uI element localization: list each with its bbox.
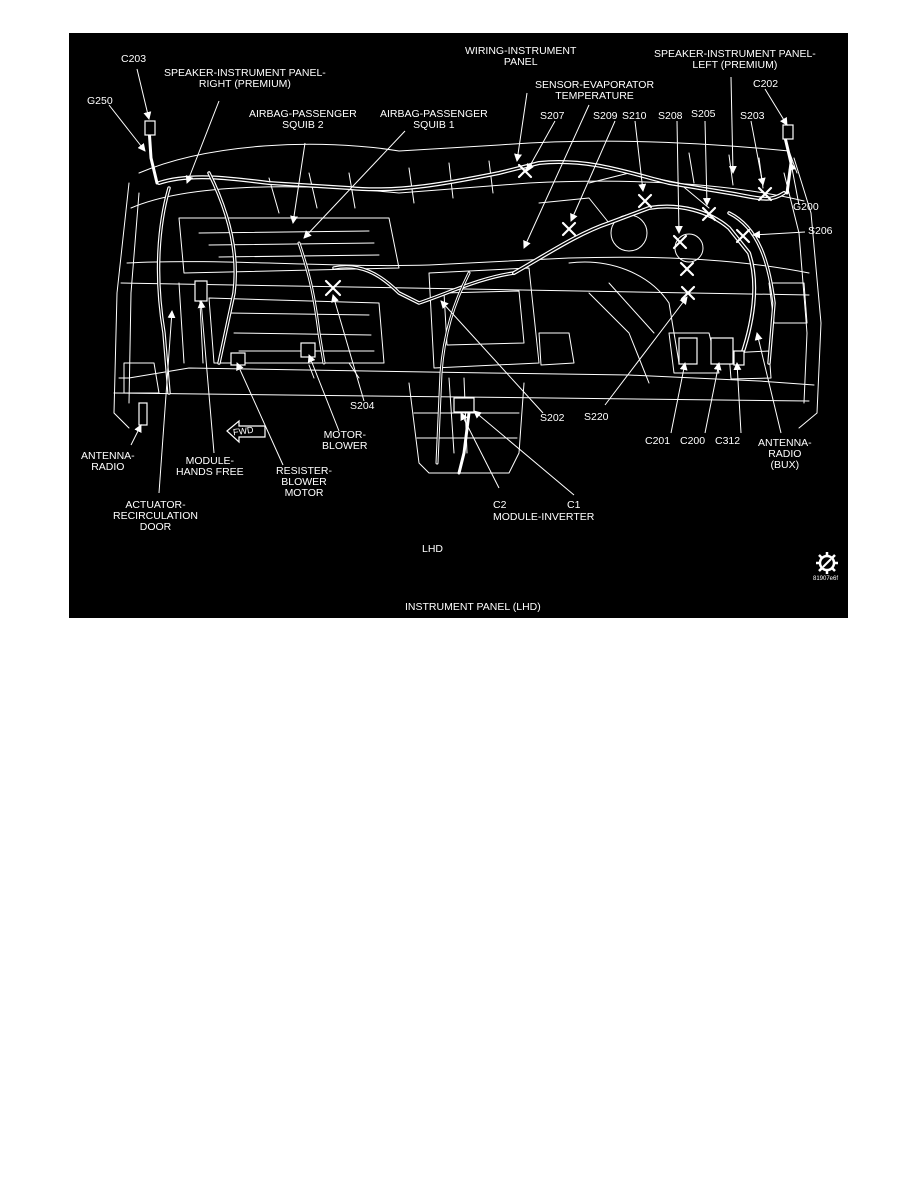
figure-caption: INSTRUMENT PANEL (LHD): [405, 601, 541, 613]
label-speaker-instrument-panel-left: SPEAKER-INSTRUMENT PANEL- LEFT (PREMIUM): [654, 48, 816, 71]
label-s203: S203: [740, 110, 765, 122]
label-s206: S206: [808, 225, 833, 237]
label-g200: G200: [793, 201, 819, 213]
label-s210: S210: [622, 110, 647, 122]
label-s204: S204: [350, 400, 375, 412]
label-c201: C201: [645, 435, 671, 447]
label-c200: C200: [680, 435, 706, 447]
label-s205: S205: [691, 108, 716, 120]
splice-mark-s206: [737, 230, 749, 242]
dash-top-outline: [139, 141, 797, 173]
label-g250: G250: [87, 95, 113, 107]
gear-logo-icon: [816, 552, 838, 574]
instrument-panel-wiring-figure: [69, 33, 848, 618]
label-antenna-radio-bux: ANTENNA- RADIO (BUX): [758, 437, 812, 471]
label-speaker-instrument-panel-right: SPEAKER-INSTRUMENT PANEL- RIGHT (PREMIUM): [164, 67, 326, 90]
label-c1: C1: [567, 499, 581, 511]
label-motor-blower: MOTOR- BLOWER: [322, 429, 368, 452]
view-label-lhd: LHD: [422, 543, 444, 555]
label-wiring-instrument-panel: WIRING-INSTRUMENT PANEL: [465, 45, 577, 68]
label-s202: S202: [540, 412, 565, 424]
label-c2: C2: [493, 499, 507, 511]
label-s209: S209: [593, 110, 618, 122]
splice-mark-s210: [639, 195, 651, 207]
label-s207: S207: [540, 110, 565, 122]
label-sensor-evaporator-temperature: SENSOR-EVAPORATOR TEMPERATURE: [535, 79, 655, 102]
fwd-label: FWD: [232, 424, 255, 438]
splice-mark-s204: [326, 281, 340, 295]
label-s220: S220: [584, 411, 609, 423]
label-c203: C203: [121, 53, 147, 65]
label-actuator-recirculation-door: ACTUATOR- RECIRCULATION DOOR: [113, 499, 198, 533]
dash-upper-rail: [131, 181, 804, 208]
label-s208: S208: [658, 110, 683, 122]
label-airbag-passenger-squib-2: AIRBAG-PASSENGER SQUIB 2: [249, 108, 357, 131]
label-airbag-passenger-squib-1: AIRBAG-PASSENGER SQUIB 1: [380, 108, 488, 131]
label-c312: C312: [715, 435, 741, 447]
label-module-inverter: MODULE-INVERTER: [493, 511, 595, 523]
label-module-hands-free: MODULE- HANDS FREE: [176, 455, 244, 478]
label-c202: C202: [753, 78, 779, 90]
dash-lower-rail: [119, 368, 814, 385]
label-resister-blower-motor: RESISTER- BLOWER MOTOR: [276, 465, 333, 499]
module-hands-free-body: [195, 281, 207, 301]
wiring-harness: [149, 128, 791, 473]
leader-lines: [109, 69, 805, 495]
label-antenna-radio: ANTENNA- RADIO: [81, 450, 135, 473]
splice-mark-s209: [563, 223, 575, 235]
image-code: 81907e6f: [813, 576, 839, 582]
